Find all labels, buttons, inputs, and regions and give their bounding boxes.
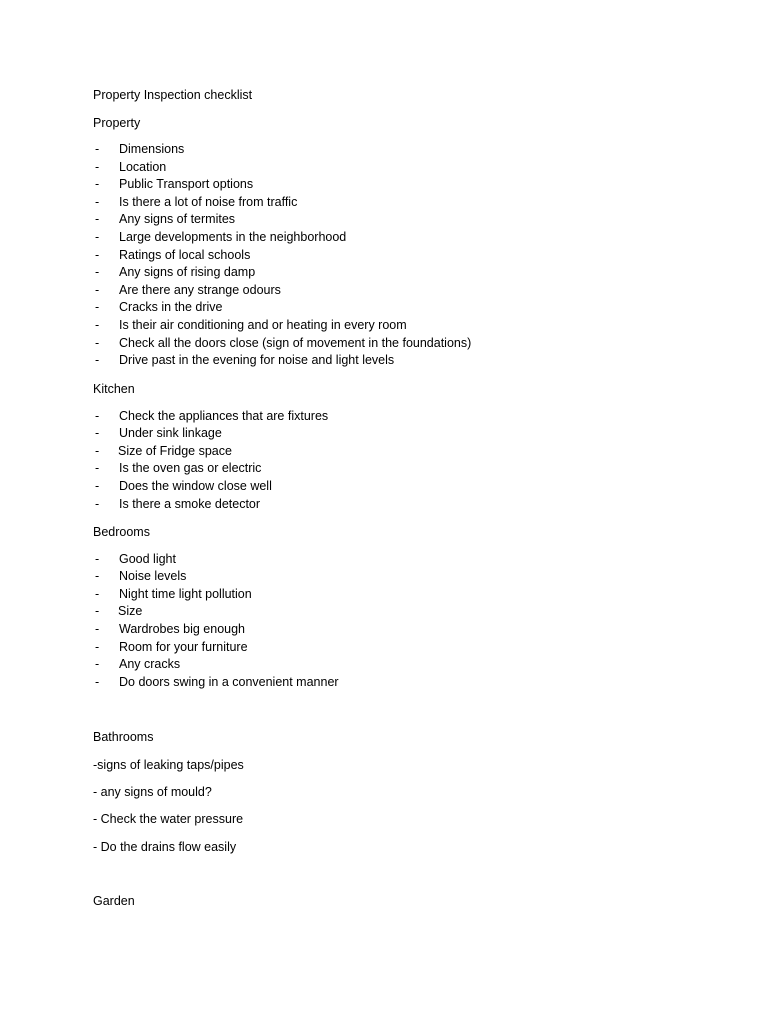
section-heading-bedrooms: Bedrooms	[93, 525, 150, 539]
list-item	[0, 496, 768, 514]
list-item-text: Cracks in the drive	[119, 300, 223, 315]
list-item-text: - Check the water pressure	[93, 812, 244, 826]
list-item-text: Wardrobes big enough	[119, 621, 246, 636]
list-item-text: - any signs of mould?	[93, 785, 212, 799]
list-item-text: Is there a lot of noise from traffic	[119, 194, 298, 209]
section-heading-property: Property	[93, 116, 141, 130]
list-dash: -	[95, 177, 100, 192]
list-item-text: Check the appliances that are fixtures	[119, 408, 329, 423]
list-dash: -	[95, 621, 100, 636]
list-item	[0, 408, 768, 426]
list-item-text: Large developments in the neighborhood	[119, 230, 347, 244]
list-item-text: Noise levels	[119, 569, 187, 584]
list-item-text: Any signs of rising damp	[119, 265, 256, 280]
section-heading-bathrooms: Bathrooms	[93, 730, 154, 744]
list-item-text: Is the oven gas or electric	[119, 461, 262, 476]
list-item-text: -signs of leaking taps/pipes	[93, 758, 244, 772]
list-item	[0, 141, 768, 159]
list-dash: -	[95, 426, 100, 441]
list-dash: -	[95, 159, 100, 174]
list-item	[0, 335, 768, 353]
list-dash: -	[95, 142, 100, 156]
section-heading-garden: Garden	[93, 894, 135, 908]
list-item-text: Size of Fridge space	[118, 443, 232, 458]
list-dash: -	[95, 586, 100, 601]
list-item	[0, 639, 768, 657]
list-dash: -	[95, 247, 100, 262]
list-item	[0, 229, 768, 247]
list-item	[0, 176, 768, 194]
list-dash: -	[95, 496, 100, 511]
list-item-text: Public Transport options	[119, 177, 254, 192]
list-dash: -	[95, 335, 100, 350]
list-item	[0, 247, 768, 265]
list-item-text: Drive past in the evening for noise and light levels	[119, 353, 395, 368]
list-dash: -	[95, 674, 100, 689]
list-item-text: Size	[118, 604, 143, 619]
list-item	[0, 299, 768, 317]
list-dash: -	[95, 639, 100, 654]
list-item	[0, 317, 768, 335]
list-dash: -	[95, 478, 100, 493]
list-item-text: Is there a smoke detector	[119, 496, 261, 511]
document-title: Property Inspection checklist	[93, 88, 253, 102]
list-item	[0, 194, 768, 212]
list-item	[0, 656, 768, 674]
list-dash: -	[95, 212, 100, 227]
list-item-text: Does the window close well	[119, 478, 272, 493]
list-item	[0, 586, 768, 604]
list-item-text: Check all the doors close (sign of movement in the foundations)	[119, 335, 472, 350]
list-item	[0, 674, 768, 692]
list-dash: -	[95, 408, 100, 423]
list-item	[0, 460, 768, 478]
list-item-text: Room for your furniture	[119, 639, 248, 654]
list-dash: -	[95, 265, 100, 280]
list-item	[0, 568, 768, 586]
list-dash: -	[95, 282, 100, 297]
list-dash: -	[95, 604, 100, 619]
list-item	[0, 551, 768, 569]
list-item-text: Good light	[119, 551, 176, 566]
list-dash: -	[95, 230, 100, 244]
list-item	[0, 159, 768, 177]
list-item	[0, 478, 768, 496]
list-dash: -	[95, 300, 100, 315]
list-dash: -	[95, 551, 100, 566]
list-dash: -	[95, 657, 100, 672]
list-item	[0, 211, 768, 229]
list-item	[0, 443, 768, 461]
list-item-text: Location	[119, 159, 167, 174]
list-item-text: Night time light pollution	[119, 586, 252, 601]
list-item-text: Any cracks	[119, 657, 181, 672]
list-item	[0, 603, 768, 621]
list-item-text: Ratings of local schools	[119, 247, 251, 262]
list-dash: -	[95, 318, 100, 332]
list-dash: -	[95, 353, 100, 368]
list-item-text: Dimensions	[119, 142, 185, 156]
list-item-text: Are there any strange odours	[119, 282, 281, 297]
list-item-text: Under sink linkage	[119, 426, 222, 441]
list-item	[0, 621, 768, 639]
list-item-text: Any signs of termites	[119, 212, 236, 227]
list-item-text: Do doors swing in a convenient manner	[119, 674, 339, 689]
list-dash: -	[95, 443, 100, 458]
list-item	[0, 282, 768, 300]
list-item-text: - Do the drains flow easily	[93, 840, 237, 854]
list-item-text: Is their air conditioning and or heating in every room	[119, 318, 407, 332]
list-item	[0, 352, 768, 370]
list-dash: -	[95, 194, 100, 209]
list-dash: -	[95, 461, 100, 476]
list-item	[0, 425, 768, 443]
list-dash: -	[95, 569, 100, 584]
list-item	[0, 264, 768, 282]
section-heading-kitchen: Kitchen	[93, 382, 135, 396]
